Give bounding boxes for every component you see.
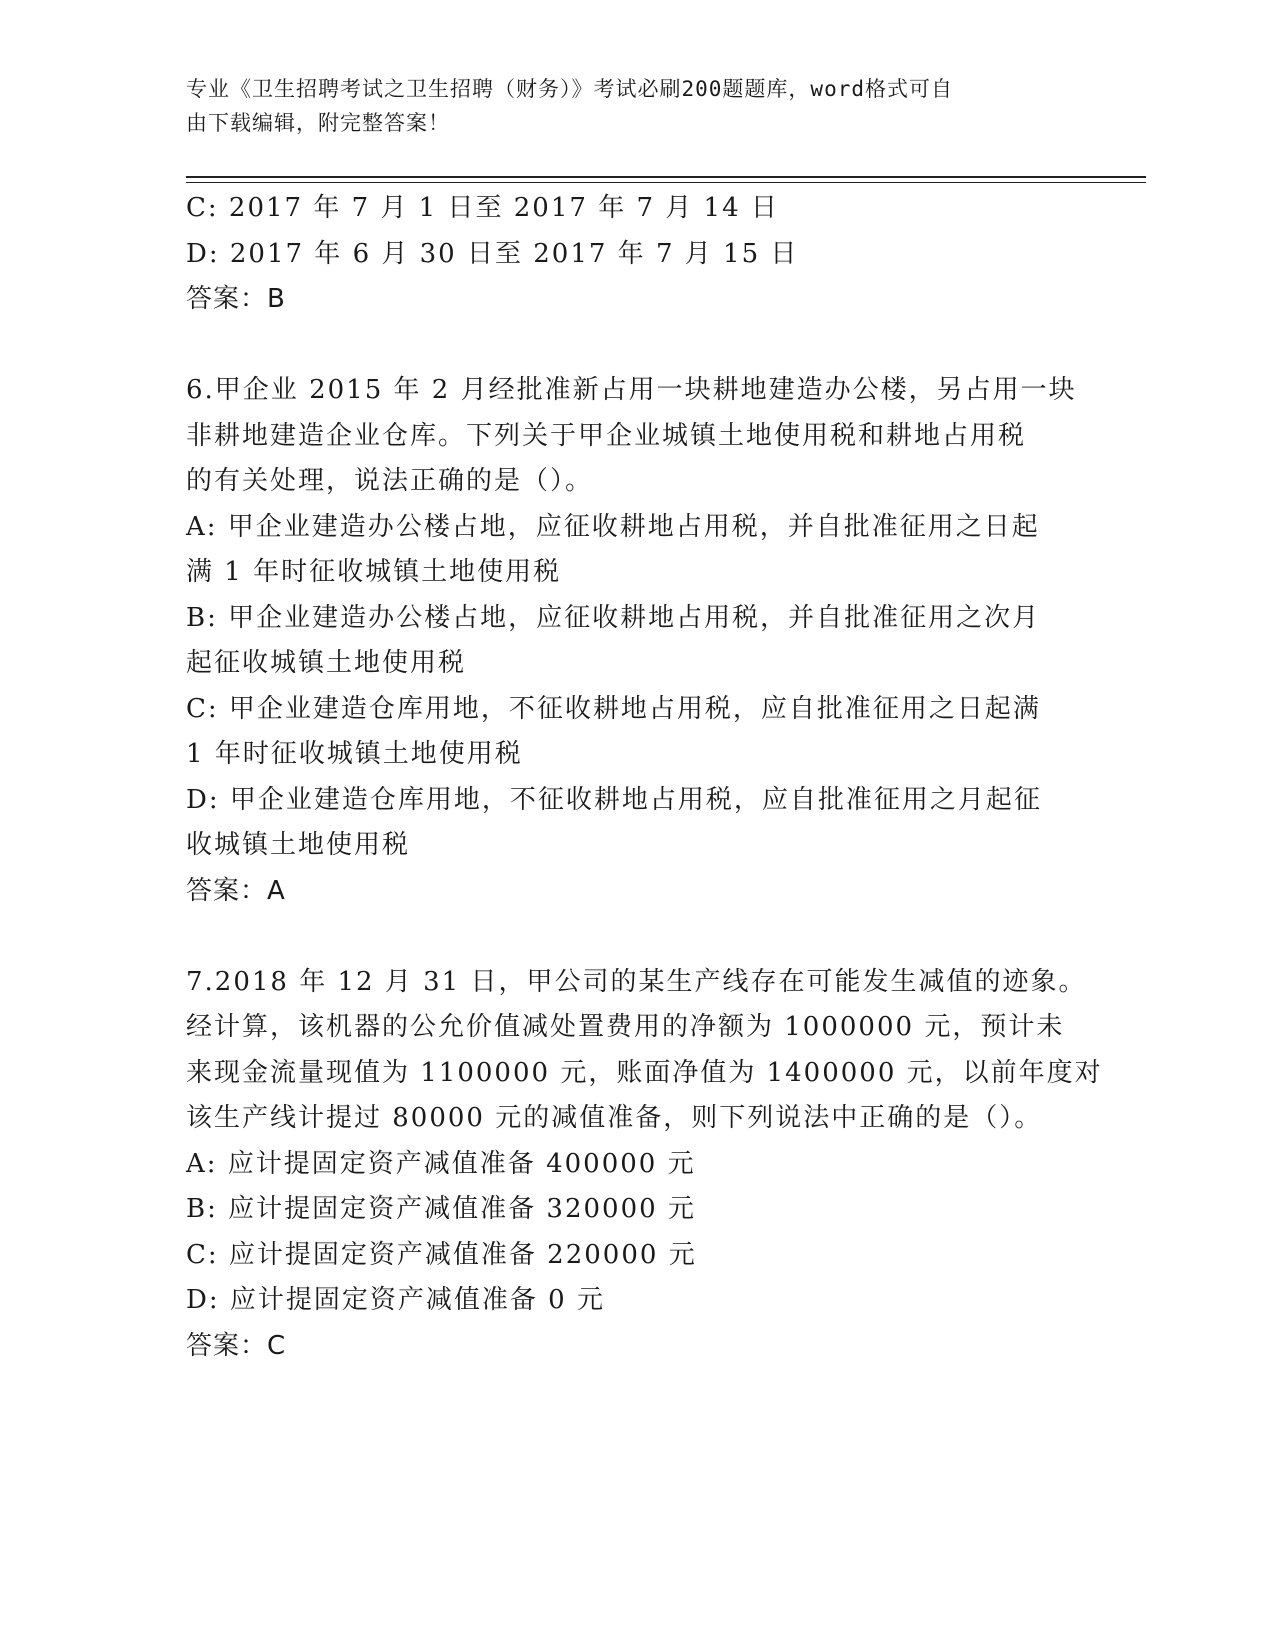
option-b: B: 应计提固定资产减值准备 320000 元	[186, 1194, 696, 1224]
option-d: D: 应计提固定资产减值准备 0 元	[186, 1285, 605, 1315]
document-body	[186, 186, 1103, 1369]
question-stem-line: 来现金流量现值为 1100000 元，账面净值为 1400000 元，以前年度对	[186, 1057, 1103, 1088]
document-header	[186, 72, 1066, 140]
option-a: A: 甲企业建造办公楼占地，应征收耕地占用税，并自批准征用之日起	[186, 511, 1040, 542]
answer: 答案：B	[186, 284, 286, 314]
question-stem-line: 该生产线计提过 80000 元的减值准备，则下列说法中正确的是（）。	[186, 1103, 1043, 1133]
option-c: C: 应计提固定资产减值准备 220000 元	[186, 1239, 697, 1270]
header-divider-thin	[186, 182, 1146, 183]
question-7	[186, 960, 1103, 1370]
question-stem-line: 的有关处理，说法正确的是（）。	[186, 466, 594, 496]
header-divider-thick	[186, 176, 1146, 178]
question-5-tail	[186, 186, 1066, 323]
header-line-1: 专业《卫生招聘考试之卫生招聘（财务）》考试必刷200题题库，word格式可自	[186, 77, 953, 101]
option-c: C: 2017 年 7 月 1 日至 2017 年 7 月 14 日	[186, 193, 779, 223]
option-d: D: 2017 年 6 月 30 日至 2017 年 7 月 15 日	[186, 238, 799, 269]
question-stem-line: 非耕地建造企业仓库。下列关于甲企业城镇土地使用税和耕地占用税	[186, 420, 1027, 451]
option-b-cont: 起征收城镇土地使用税	[186, 648, 467, 678]
option-c-cont: 1 年时征收城镇土地使用税	[186, 739, 523, 769]
option-a-cont: 满 1 年时征收城镇土地使用税	[186, 557, 562, 587]
question-stem-line: 经计算，该机器的公允价值减处置费用的净额为 1000000 元，预计未	[186, 1012, 1065, 1042]
option-b: B: 甲企业建造办公楼占地，应征收耕地占用税，并自批准征用之次月	[186, 602, 1041, 633]
question-6	[186, 368, 1077, 914]
header-line-2: 由下载编辑，附完整答案！	[186, 111, 450, 135]
option-d: D: 甲企业建造仓库用地，不征收耕地占用税，应自批准征用之月起征	[186, 784, 1042, 815]
question-stem-line: 7.2018 年 12 月 31 日，甲公司的某生产线存在可能发生减值的迹象。	[186, 966, 1087, 997]
option-c: C: 甲企业建造仓库用地，不征收耕地占用税，应自批准征用之日起满	[186, 693, 1041, 724]
question-stem-line: 6.甲企业 2015 年 2 月经批准新占用一块耕地建造办公楼，另占用一块	[186, 375, 1077, 405]
option-d-cont: 收城镇土地使用税	[186, 830, 411, 860]
option-a: A: 应计提固定资产减值准备 400000 元	[186, 1148, 696, 1179]
answer: 答案：C	[186, 1330, 287, 1361]
answer: 答案：A	[186, 875, 286, 906]
